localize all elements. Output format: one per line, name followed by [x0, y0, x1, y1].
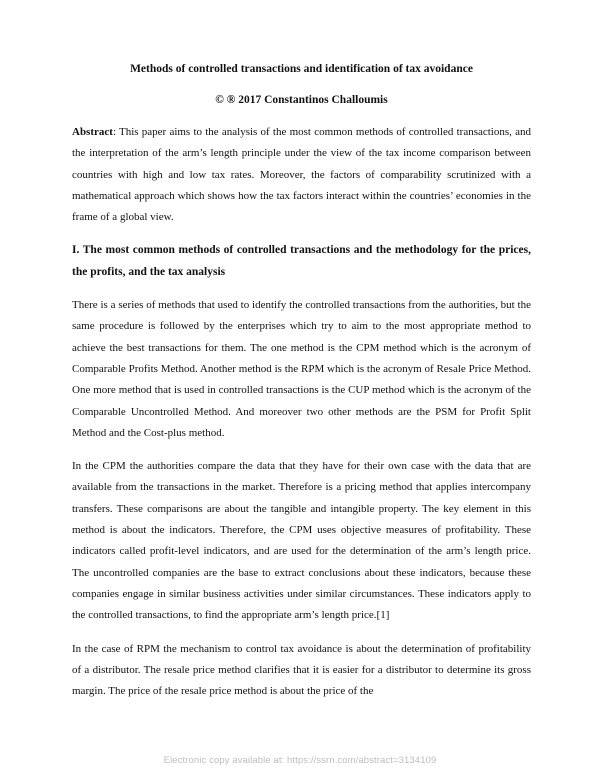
abstract-text: : This paper aims to the analysis of the most common methods of controlled transactions, and the interpretation of the arm’s length principle under the view of the tax income comparison between countries with high and low tax rates. Moreover, the factors of comparability scrutinized with a mathematical approach which shows how the tax factors interact within the countries’ economies in the frame of a global view. [72, 126, 531, 224]
paper-title: Methods of controlled transactions and identification of tax avoidance [130, 63, 473, 75]
abstract-label: Abstract [72, 126, 113, 138]
body-paragraph-1: There is a series of methods that used to identify the controlled transactions from the authorities, but the same procedure is followed by the enterprises which try to aim to the most appropriate method to achieve the best transactions for them. The one method is the CPM method which is the acronym of Comparable Profits Method. Another method is the RPM which is the acronym of Resale Price Method. One more method that is used in controlled transactions is the CUP method which is the acronym of the Comparable Uncontrolled Method. And moreover two other methods are the PSM for Profit Split Method and the Cost-plus method. [72, 299, 531, 439]
paper-author: © ® 2017 Constantinos Challoumis [215, 94, 388, 106]
body-paragraph-2: In the CPM the authorities compare the data that they have for their own case with the data that are available from the transactions in the market. Therefore is a pricing method that applies intercompany transfers. These comparisons are about the tangible and intangible property. The key element in this method is about the indicators. Therefore, the CPM uses objective measures of profitability. These indicators called profit-level indicators, and are used for the determination of the arm’s length price. The uncontrolled companies are the base to extract conclusions about these indicators, because these companies engage in similar business activities under similar circumstances. These indicators apply to the controlled transactions, to find the appropriate arm’s length price.[1] [72, 460, 531, 622]
paper-page [72, 62, 531, 714]
body-paragraph-3: In the case of RPM the mechanism to control tax avoidance is about the determination of profitability of a distributor. The resale price method clarifies that it is easier for a distributor to determine its gross margin. The price of the resale price method is about the price of the [72, 642, 531, 698]
abstract [72, 122, 531, 228]
section-heading: I. The most common methods of controlled transactions and the methodology for the prices, the profits, and the tax analysis [72, 244, 531, 278]
footer-ssrn-link[interactable]: Electronic copy available at: https://ssrn.com/abstract=3134109 [163, 755, 437, 766]
